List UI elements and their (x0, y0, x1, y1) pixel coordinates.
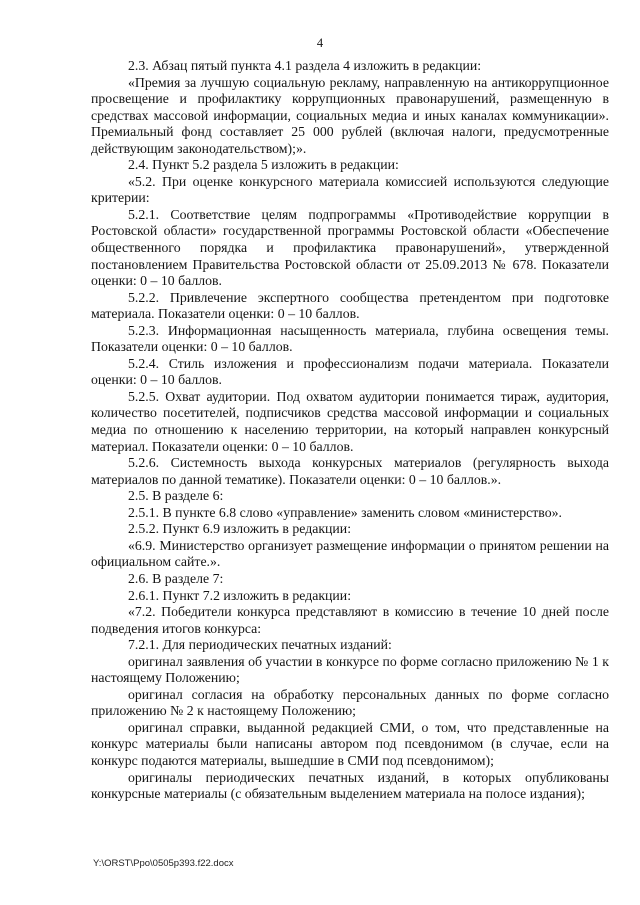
paragraph: «6.9. Министерство организует размещение информации о принятом решении на официальном сайте.». (91, 537, 609, 570)
paragraph: 2.4. Пункт 5.2 раздела 5 изложить в редакции: (128, 157, 399, 173)
paragraph: 5.2.1. Соответствие целям подпрограммы «Противодействие коррупции в Ростовской области» государственной программы Ростовской области «Обеспечение общественного порядка и профилактика правонарушений», утвержденной постановлением Правительства Ростовской области от 25.09.2013 № 678. Показатели оценки: 0 – 10 баллов. (91, 206, 609, 289)
paragraph: 5.2.3. Информационная насыщенность материала, глубина освещения темы. Показатели оценки: 0 – 10 баллов. (91, 322, 609, 355)
paragraph: оригинал заявления об участии в конкурсе по форме согласно приложению № 1 к настоящему Положению; (91, 653, 609, 686)
paragraph: «7.2. Победители конкурса представляют в комиссию в течение 10 дней после подведения итогов конкурса: (91, 604, 609, 636)
paragraph: 5.2.4. Стиль изложения и профессионализм подачи материала. Показатели оценки: 0 – 10 баллов. (91, 355, 609, 388)
page-number: 4 (316, 36, 324, 50)
paragraph: 2.5. В разделе 6: (128, 488, 224, 504)
paragraph: 2.5.2. Пункт 6.9 изложить в редакции: (128, 521, 352, 537)
paragraph: 5.2.5. Охват аудитории. Под охватом аудитории понимается тираж, аудитория, количество посетителей, подписчиков средства массовой информации и социальных медиа по отношению к населению территории, на который направлен конкурсный материал. Показатели оценки: 0 – 10 баллов. (91, 388, 609, 454)
footer-file-path: Y:\ORST\Ppo\0505p393.f22.docx (93, 858, 234, 869)
paragraph: 5.2.2. Привлечение экспертного сообщества претендентом при подготовке материала. Показатели оценки: 0 – 10 баллов. (91, 289, 609, 322)
document-body (91, 58, 609, 803)
paragraph: «Премия за лучшую социальную рекламу, направленную на антикоррупционное просвещение и профилактику коррупционных правонарушений, размещенную в средствах массовой информации, социальных медиа и иных каналах коммуникации». Премиальный фонд составляет 25 000 рублей (включая налоги, предусмотренные действующим законодательством);». (91, 74, 609, 156)
paragraph: оригиналы периодических печатных изданий, в которых опубликованы конкурсные материалы (с обязательным выделением материала на полосе издания); (91, 769, 609, 802)
paragraph: оригинал справки, выданной редакцией СМИ, о том, что представленные на конкурс материалы были написаны автором под псевдонимом (в случае, если на конкурс подаются материалы, вышедшие в СМИ под псевдонимом); (91, 719, 609, 768)
paragraph: «5.2. При оценке конкурсного материала комиссией используются следующие критерии: (91, 173, 609, 206)
paragraph: 2.6. В разделе 7: (128, 570, 224, 586)
paragraph: 2.5.1. В пункте 6.8 слово «управление» заменить словом «министерство». (128, 504, 562, 520)
paragraph: 2.3. Абзац пятый пункта 4.1 раздела 4 изложить в редакции: (128, 58, 482, 73)
paragraph: оригинал согласия на обработку персональных данных по форме согласно приложению № 2 к настоящему Положению; (91, 686, 609, 719)
paragraph: 2.6.1. Пункт 7.2 изложить в редакции: (128, 587, 352, 603)
paragraph: 5.2.6. Системность выхода конкурсных материалов (регулярность выхода материалов по данной тематике). Показатели оценки: 0 – 10 баллов.». (91, 455, 609, 487)
paragraph: 7.2.1. Для периодических печатных изданий: (128, 637, 392, 653)
